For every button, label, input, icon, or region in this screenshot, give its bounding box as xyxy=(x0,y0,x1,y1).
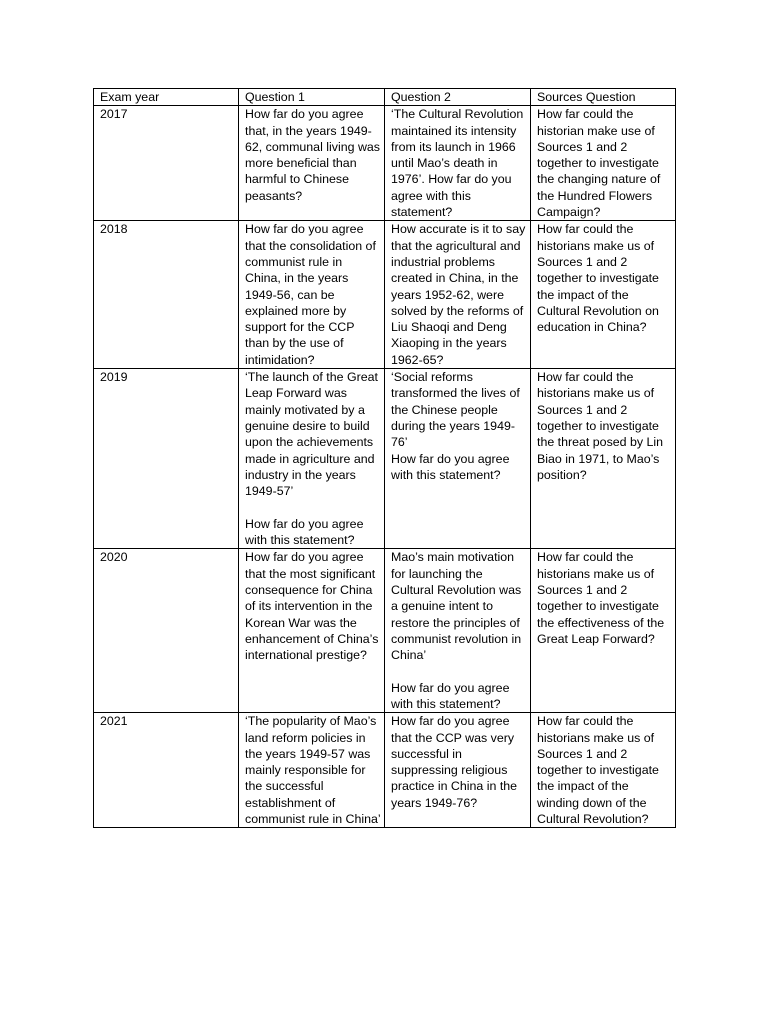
cell-question-1: How far do you agree that, in the years 1949-62, communal living was more beneficial than harmful to Chinese peasants? xyxy=(239,106,385,221)
table-row xyxy=(94,369,676,549)
cell-question-2: How accurate is it to say that the agricultural and industrial problems created in China, in the years 1952-62, were solved by the reforms of Liu Shaoqi and Deng Xiaoping in the years 1962-65? xyxy=(385,221,531,369)
cell-question-2: ‘The Cultural Revolution maintained its intensity from its launch in 1966 until Mao’s death in 1976’. How far do you agree with this statement? xyxy=(385,106,531,221)
cell-sources-question: How far could the historians make us of Sources 1 and 2 together to investigate the impact of the winding down of the Cultural Revolution? xyxy=(531,713,676,828)
cell-question-1: ‘The launch of the Great Leap Forward was mainly motivated by a genuine desire to build upon the achievements made in agriculture and industry in the years 1949-57’ How far do you agree with this statement? xyxy=(239,369,385,549)
cell-sources-question: How far could the historians make us of Sources 1 and 2 together to investigate the threat posed by Lin Biao in 1971, to Mao’s position? xyxy=(531,369,676,549)
header-question-2: Question 2 xyxy=(385,89,531,106)
cell-question-1: How far do you agree that the consolidation of communist rule in China, in the years 1949-56, can be explained more by support for the CCP than by the use of intimidation? xyxy=(239,221,385,369)
table-row xyxy=(94,106,676,221)
cell-year: 2021 xyxy=(94,713,239,828)
cell-year: 2018 xyxy=(94,221,239,369)
cell-year: 2017 xyxy=(94,106,239,221)
cell-year: 2020 xyxy=(94,549,239,713)
table-row xyxy=(94,221,676,369)
header-exam-year: Exam year xyxy=(94,89,239,106)
cell-question-1: How far do you agree that the most significant consequence for China of its intervention in the Korean War was the enhancement of China’s international prestige? xyxy=(239,549,385,713)
table-row xyxy=(94,549,676,713)
table-header-row xyxy=(94,89,676,106)
cell-question-2: ‘Social reforms transformed the lives of the Chinese people during the years 1949-76’ How far do you agree with this statement? xyxy=(385,369,531,549)
table-row xyxy=(94,713,676,828)
cell-question-1: ‘The popularity of Mao’s land reform policies in the years 1949-57 was mainly responsible for the successful establishment of communist rule in China’ xyxy=(239,713,385,828)
cell-year: 2019 xyxy=(94,369,239,549)
cell-sources-question: How far could the historians make us of Sources 1 and 2 together to investigate the effectiveness of the Great Leap Forward? xyxy=(531,549,676,713)
exam-questions-table xyxy=(93,88,676,828)
cell-question-2: Mao’s main motivation for launching the Cultural Revolution was a genuine intent to restore the principles of communist revolution in China’ How far do you agree with this statement? xyxy=(385,549,531,713)
header-sources-question: Sources Question xyxy=(531,89,676,106)
cell-question-2: How far do you agree that the CCP was very successful in suppressing religious practice in China in the years 1949-76? xyxy=(385,713,531,828)
cell-sources-question: How far could the historian make use of Sources 1 and 2 together to investigate the changing nature of the Hundred Flowers Campaign? xyxy=(531,106,676,221)
cell-sources-question: How far could the historians make us of Sources 1 and 2 together to investigate the impact of the Cultural Revolution on education in China? xyxy=(531,221,676,369)
header-question-1: Question 1 xyxy=(239,89,385,106)
